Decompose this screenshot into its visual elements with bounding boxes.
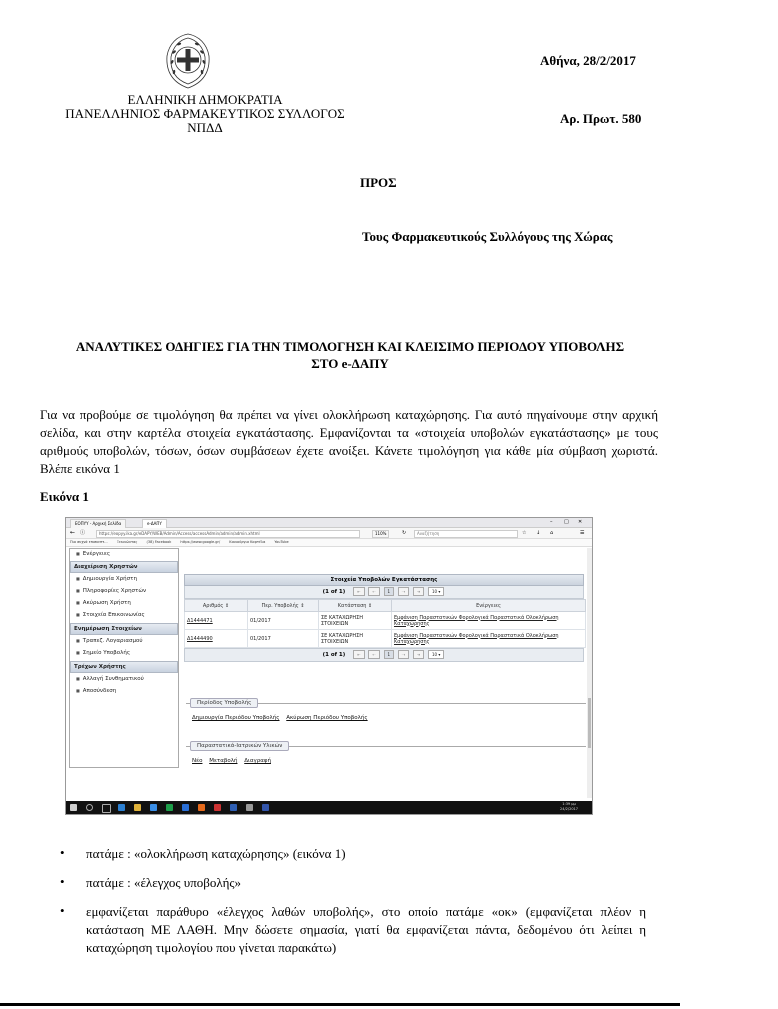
paginator-top [184,586,584,599]
create-period-link[interactable]: Δημιουργία Περιόδου Υποβολής [192,715,280,721]
browser-url-bar [66,528,592,539]
scrollbar-thumb[interactable] [588,698,591,748]
browser-tab-bar [66,518,592,528]
bullet-dot: • [60,874,65,889]
to-label: ΠΡΟΣ [360,175,397,190]
pager-text: (1 of 1) [322,589,346,595]
search-input[interactable]: Αναζήτηση [414,530,518,538]
table-title: Στοιχεία Υποβολών Εγκατάστασης [184,574,584,586]
recipient: Τους Φαρμακευτικούς Συλλόγους της Χώρας [362,229,613,244]
figure-label: Εικόνα 1 [40,489,89,504]
page-scrollbar[interactable] [587,548,592,798]
clock-date: 24/2/2017 [560,807,578,811]
bookmark-item[interactable]: https://www.google.gr/ [180,540,221,544]
rows-per-page-value: 10 [432,589,438,594]
submission-number-link[interactable]: Δ1444490 [185,630,248,648]
prev-page-icon[interactable]: ⇠ [368,587,379,596]
document-date: Αθήνα, 28/2/2017 [540,53,636,68]
sidebar-item-create-user[interactable]: ■ Δημιουργία Χρήστη [70,573,178,585]
first-page-icon[interactable]: ⇤ [353,650,364,659]
rows-per-page-value: 10 [432,652,438,657]
submissions-panel [184,574,584,662]
home-icon[interactable]: ⌂ [550,530,554,536]
submission-number-link[interactable]: Δ1444471 [185,612,248,630]
minimize-icon[interactable]: – [550,519,553,525]
delete-doc-link[interactable]: Διαγραφή [244,758,271,764]
sidebar-item-logout[interactable]: ■ Αποσύνδεση [70,685,178,697]
menu-icon[interactable]: ☰ [580,530,585,536]
address-input[interactable]: https://eopyy.ika.gr/eDAPY/WEB/Admin/Access/accessAdmin/admin/admin.xhtml [96,530,360,538]
sidebar-item-user-info[interactable]: ■ Πληροφορίες Χρηστών [70,585,178,597]
last-page-icon[interactable]: ⇥ [413,587,424,596]
firefox-icon[interactable] [198,804,205,811]
org-line-2: ΠΑΝΕΛΛΗΝΙΟΣ ΦΑΡΜΑΚΕΥΤΙΚΟΣ ΣΥΛΛΟΓΟΣ [65,106,345,121]
sidebar-item-contact-details[interactable]: ■ Στοιχεία Επικοινωνίας [70,609,178,621]
bullet-item-3: εμφανίζεται παράθυρο «έλεγχος λαθών υποβολής», στο οποίο πατάμε «οκ» (εμφανίζεται πλέον η κατάσταση ΜΕ ΛΑΘΗ. Μην δώσετε σημασία, γιατί θα εμφανίζεται πάντα, δεδομένου ότι λείπει η καταχώρηση τιμολογίου που γίνεται παρακάτω) [86,904,646,955]
paginator-bottom [184,648,584,662]
next-page-icon[interactable]: ⇢ [398,650,409,659]
embedded-screenshot [65,517,593,815]
heading-line-2: ΣΤΟ e-ΔΑΠΥ [311,356,389,371]
table-header-row [185,600,586,612]
submission-actions[interactable]: Εμφάνιση Παραστατικών Φορολογικά Παραστατικά Ολοκλήρωση Καταχώρησης [392,612,586,630]
info-icon[interactable]: ⓘ [80,530,86,536]
bullet-item-2: πατάμε : «έλεγχος υποβολής» [86,875,242,890]
bullet-dot: • [60,903,65,918]
column-header-actions: Ενέργειες [392,600,586,612]
submission-status: ΣΕ ΚΑΤΑΧΩΡΗΣΗ ΣΤΟΙΧΕΙΩΝ [319,612,392,630]
bullet-item-1: πατάμε : «ολοκλήρωση καταχώρησης» (εικόνα 1) [86,846,346,861]
table-row [185,630,586,648]
sidebar-section-user-management: Διαχείριση Χρηστών [70,561,178,573]
sidebar-item-actions[interactable]: ■ Ενέργειες [70,549,178,559]
windows-start-icon[interactable] [70,804,77,811]
word-icon[interactable] [230,804,237,811]
sidebar-item-cancel-user[interactable]: ■ Ακύρωση Χρήστη [70,597,178,609]
bookmark-item[interactable]: Ξεκινώντας [116,540,138,544]
prev-page-icon[interactable]: ⇠ [368,650,379,659]
page-number-button[interactable]: 1 [384,587,395,596]
table-row [185,612,586,630]
browser-tab-active[interactable]: e-ΔΑΠΥ [142,519,167,528]
org-line-3: ΝΠΔΔ [187,120,223,135]
bookmark-item[interactable]: YouTube [274,540,289,544]
star-icon[interactable]: ☆ [522,530,527,536]
sidebar-section-data-update: Ενημέρωση Στοιχείων [70,623,178,635]
clock-time: 1:39 μμ [562,802,576,806]
submission-status: ΣΕ ΚΑΤΑΧΩΡΗΣΗ ΣΤΟΙΧΕΙΩΝ [319,630,392,648]
last-page-icon[interactable]: ⇥ [413,650,424,659]
edge-icon[interactable] [118,804,125,811]
app-icon[interactable] [214,804,221,811]
docs-group [186,743,586,749]
windows-taskbar [66,801,592,814]
submission-period: 01/2017 [248,612,319,630]
ie-icon[interactable] [182,804,189,811]
bookmark-item[interactable]: Πιο συχνά επισκεπτ... [70,540,108,544]
period-group-legend: Περίοδος Υποβολής [190,698,258,708]
bookmarks-bar [66,539,592,547]
app-icon[interactable] [246,804,253,811]
period-group [186,700,586,706]
intro-paragraph: Για να προβούμε σε τιμολόγηση θα πρέπει να γίνει ολοκλήρωση καταχώρησης. Για αυτό πηγαίνουμε στην αρχική σελίδα, και στην καρτέλα στοιχεία εγκατάστασης. Εμφανίζονται τα «στοιχεία υποβολών εγκατάστασης» με τους αριθμούς υποβολών, τόσων, όσων συμβάσεων έχετε ανοίξει. Κάνετε τιμολόγηση για κάθε μία σύμβαση χωριστά. Βλέπε εικόνα 1 [40,407,658,476]
submission-period: 01/2017 [248,630,319,648]
sidebar-item-submission-point[interactable]: ■ Σημείο Υποβολής [70,647,178,659]
excel-icon[interactable] [166,804,173,811]
sidebar-section-current-user: Τρέχων Χρήστης [70,661,178,673]
search-icon[interactable] [86,804,93,811]
column-header-label: Κατάσταση [337,602,367,609]
app-sidebar [69,548,179,768]
footer-rule [0,1003,680,1006]
org-line-1: ΕΛΛΗΝΙΚΗ ΔΗΜΟΚΡΑΤΙΑ [127,92,283,107]
document-heading [40,338,660,372]
app-icon[interactable] [262,804,269,811]
column-header-status[interactable]: Κατάσταση ⇕ [319,600,392,612]
page-number-button[interactable]: 1 [384,650,395,659]
protocol-number: Αρ. Πρωτ. 580 [560,111,642,126]
period-links [192,715,373,721]
rows-per-page-select[interactable]: 10 ▾ [428,587,444,596]
taskbar-clock[interactable] [560,802,578,812]
reload-icon[interactable]: ↻ [402,530,407,536]
pager-text: (1 of 1) [322,652,346,658]
submissions-table [184,599,586,648]
next-page-icon[interactable]: ⇢ [398,587,409,596]
first-page-icon[interactable]: ⇤ [353,587,364,596]
edit-doc-link[interactable]: Μεταβολή [209,758,238,764]
back-arrow-icon[interactable]: ← [70,529,76,536]
close-icon[interactable]: ✕ [578,519,583,525]
heading-line-1: ΑΝΑΛΥΤΙΚΕΣ ΟΔΗΓΙΕΣ ΓΙΑ ΤΗΝ ΤΙΜΟΛΟΓΗΣΗ ΚΑΙ ΚΛΕΙΣΙΜΟ ΠΕΡΙΟΔΟΥ ΥΠΟΒΟΛΗΣ [75,339,625,354]
bookmark-item[interactable]: (38) Facebook [146,540,172,544]
file-explorer-icon[interactable] [134,804,141,811]
bullet-dot: • [60,845,65,860]
sidebar-item-change-password[interactable]: ■ Αλλαγή Συνθηματικού [70,673,178,685]
maximize-icon[interactable]: □ [564,519,569,525]
bookmark-item[interactable]: Καινούργια Καρτέλα [229,540,266,544]
sidebar-item-bank-account[interactable]: ■ Τραπεζ. Λογαριασμού [70,635,178,647]
browser-tab[interactable]: ΕΟΠΥΥ - Αρχική Σελίδα [70,519,126,528]
zoom-level[interactable]: 110% [372,530,389,538]
new-doc-link[interactable]: Νέο [192,758,203,764]
column-header-period[interactable]: Περ. Υποβολής ⇕ [248,600,319,612]
column-header-label: Αριθμός [202,602,224,609]
column-header-number[interactable]: Αριθμός ⇕ [185,600,248,612]
submission-actions[interactable]: Εμφάνιση Παραστατικών Φορολογικά Παραστατικά Ολοκλήρωση Καταχώρησης [392,630,586,648]
download-icon[interactable]: ↓ [536,530,541,536]
docs-group-legend: Παραστατικά-Ιατρικών Υλικών [190,741,289,751]
column-header-label: Περ. Υποβολής [261,602,299,609]
greek-republic-emblem [163,30,213,92]
organization-block [40,93,370,135]
rows-per-page-select[interactable]: 10 ▾ [428,650,444,659]
docs-links [192,758,276,764]
task-view-icon[interactable] [102,804,111,813]
store-icon[interactable] [150,804,157,811]
cancel-period-link[interactable]: Ακύρωση Περιόδου Υποβολής [286,715,368,721]
